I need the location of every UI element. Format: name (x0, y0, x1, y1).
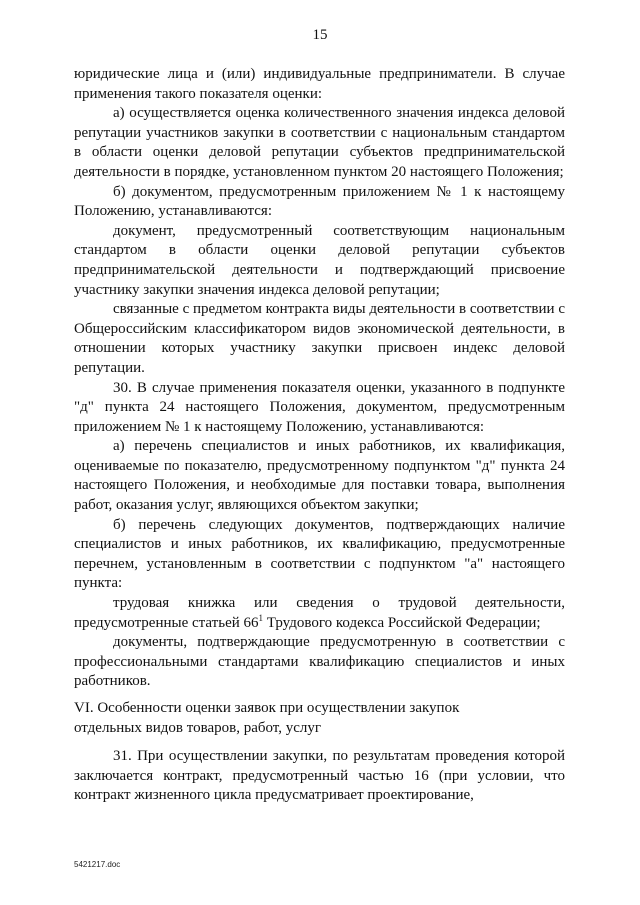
paragraph-continuation: юридические лица и (или) индивидуальные предприниматели. В случае применения такого показателя оценки: (74, 66, 565, 102)
employment-record-text: трудовая книжка или сведения о трудовой деятельности, предусмотренные статьей 66 (74, 595, 565, 631)
section-heading-line2: отдельных видов товаров, работ, услуг (74, 719, 322, 736)
paragraph-item-a-specialists: а) перечень специалистов и иных работников, их квалификация, оцениваемые по показателю, предусмотренному подпунктом "д" пункта 24 настоящего Положения, и необходимые для поставки товара, выполнения работ, оказания услуг, являющихся объектом закупки; (74, 438, 565, 514)
paragraph-employment-record (74, 594, 565, 633)
section-heading-line1: VI. Особенности оценки заявок при осуществлении закупок (74, 700, 460, 716)
article-superscript: 1 (258, 612, 264, 623)
document-footer: 5421217.doc (74, 860, 121, 869)
paragraph-item-b: б) документом, предусмотренным приложением № 1 к настоящему Положению, устанавливаются: (74, 183, 565, 220)
paragraph-item-a: а) осуществляется оценка количественного значения индекса деловой репутации участников закупки в соответствии с национальным стандартом в области оценки деловой репутации субъектов предпринимательской деятельности в порядке, установленном пунктом 20 настоящего Положения; (74, 105, 565, 180)
paragraph-activities: связанные с предметом контракта виды деятельности в соответствии с Общероссийским классификатором видов экономической деятельности, в отношении которых участнику закупки присвоен индекс деловой репутации. (74, 301, 565, 376)
paragraph-clause-30: 30. В случае применения показателя оценки, указанного в подпункте "д" пункта 24 настоящего Положения, документом, предусмотренным приложением № 1 к настоящему Положению, устанавливаются: (74, 379, 565, 435)
section-heading (74, 699, 565, 738)
paragraph-item-b-documents: б) перечень следующих документов, подтверждающих наличие специалистов и иных работников, их квалификацию, предусмотренные перечнем, установленным в соответствии с подпунктом "а" настоящего пункта: (74, 516, 565, 592)
document-body (74, 65, 565, 806)
employment-record-text-end: Трудового кодекса Российской Федерации; (263, 614, 541, 631)
paragraph-qualification-docs: документы, подтверждающие предусмотренную в соответствии с профессиональными стандартами квалификацию специалистов и иных работников. (74, 634, 565, 690)
paragraph-clause-31: 31. При осуществлении закупки, по результатам проведения которой заключается контракт, предусмотренный частью 16 (при условии, что контракт жизненного цикла предусматривает проектирование, (74, 748, 565, 804)
page-number: 15 (312, 27, 328, 43)
paragraph-document: документ, предусмотренный соответствующим национальным стандартом в области оценки деловой репутации субъектов предпринимательской деятельности и подтверждающий присвоение участнику закупки значения индекса деловой репутации; (74, 222, 565, 298)
